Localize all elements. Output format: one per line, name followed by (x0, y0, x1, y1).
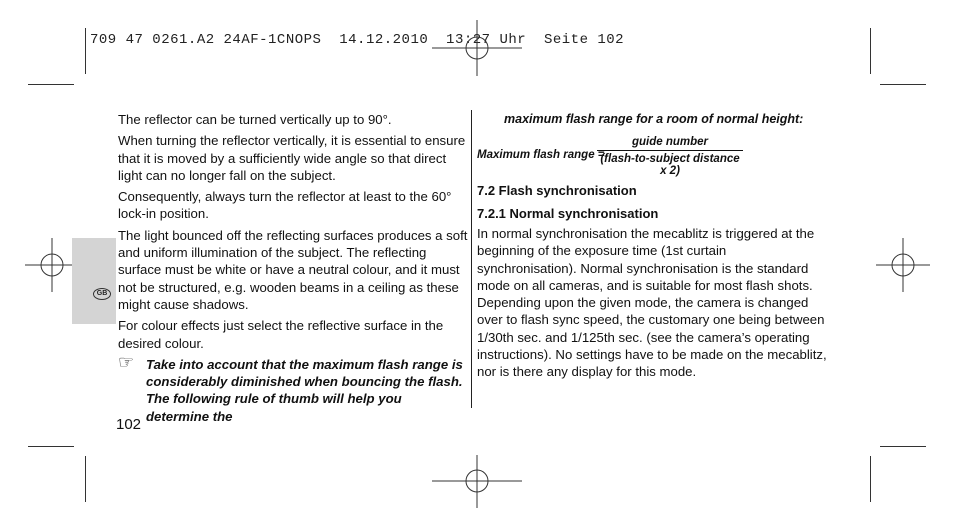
page-number: 102 (116, 416, 142, 433)
paragraph: For colour effects just select the reflective surface in the desired colour. (118, 318, 444, 351)
paragraph: Consequently, always turn the reflector at least to the 60° lock-in position. (118, 189, 452, 222)
pointing-hand-icon: ☞ (118, 351, 135, 372)
right-column-body: In normal synchronisation the mecablitz is triggered at the beginning of the exposure time (1st curtain synchronisation). Normal synchronisation is the standard mode on all cameras, and is suitable for most flash shots. Depending upon the given mode, the camera is changed over to flash sync speed, the customary one being between 1/30th sec. and 1/125th sec. (see the camera’s operating instructions). No settings have to be made on the mecablitz, nor is there any display for this mode. (477, 226, 827, 380)
print-header-slug: 709 47 0261.A2 24AF-1CNOPS 14.12.2010 13:27 Uhr Seite 102 (90, 32, 625, 48)
paragraph: The light bounced off the reflecting surfaces produces a soft and uniform illumination of the subject. The reflecting surface must be white or have a neutral colour, and it must not be structured, e.g. wooden beams in a ceiling as these might cause shadows. (118, 227, 468, 312)
language-badge: GB (93, 288, 111, 300)
formula-denominator: (flash-to-subject distance x 2) (600, 153, 740, 177)
section-heading: 7.2 Flash synchronisation (477, 183, 637, 198)
note-block (118, 351, 468, 425)
formula-numerator: guide number (597, 136, 743, 151)
formula-fraction (597, 136, 743, 177)
column-divider (471, 110, 472, 408)
paragraph: When turning the reflector vertically, it is essential to ensure that it is moved by a sufficiently wide angle so that direct light can no longer fall on the subject. (118, 133, 466, 183)
paragraph: The reflector can be turned vertically up to 90°. (118, 112, 392, 127)
formula-intro: maximum flash range for a room of normal height: (504, 112, 804, 126)
subsection-heading: 7.2.1 Normal synchronisation (477, 206, 659, 221)
note-text: Take into account that the maximum flash range is considerably diminished when bouncing the flash. The following rule of thumb will help you determine the (146, 356, 463, 424)
language-side-tab (72, 238, 116, 324)
left-column (118, 111, 468, 425)
formula-label: Maximum flash range = (477, 149, 605, 161)
